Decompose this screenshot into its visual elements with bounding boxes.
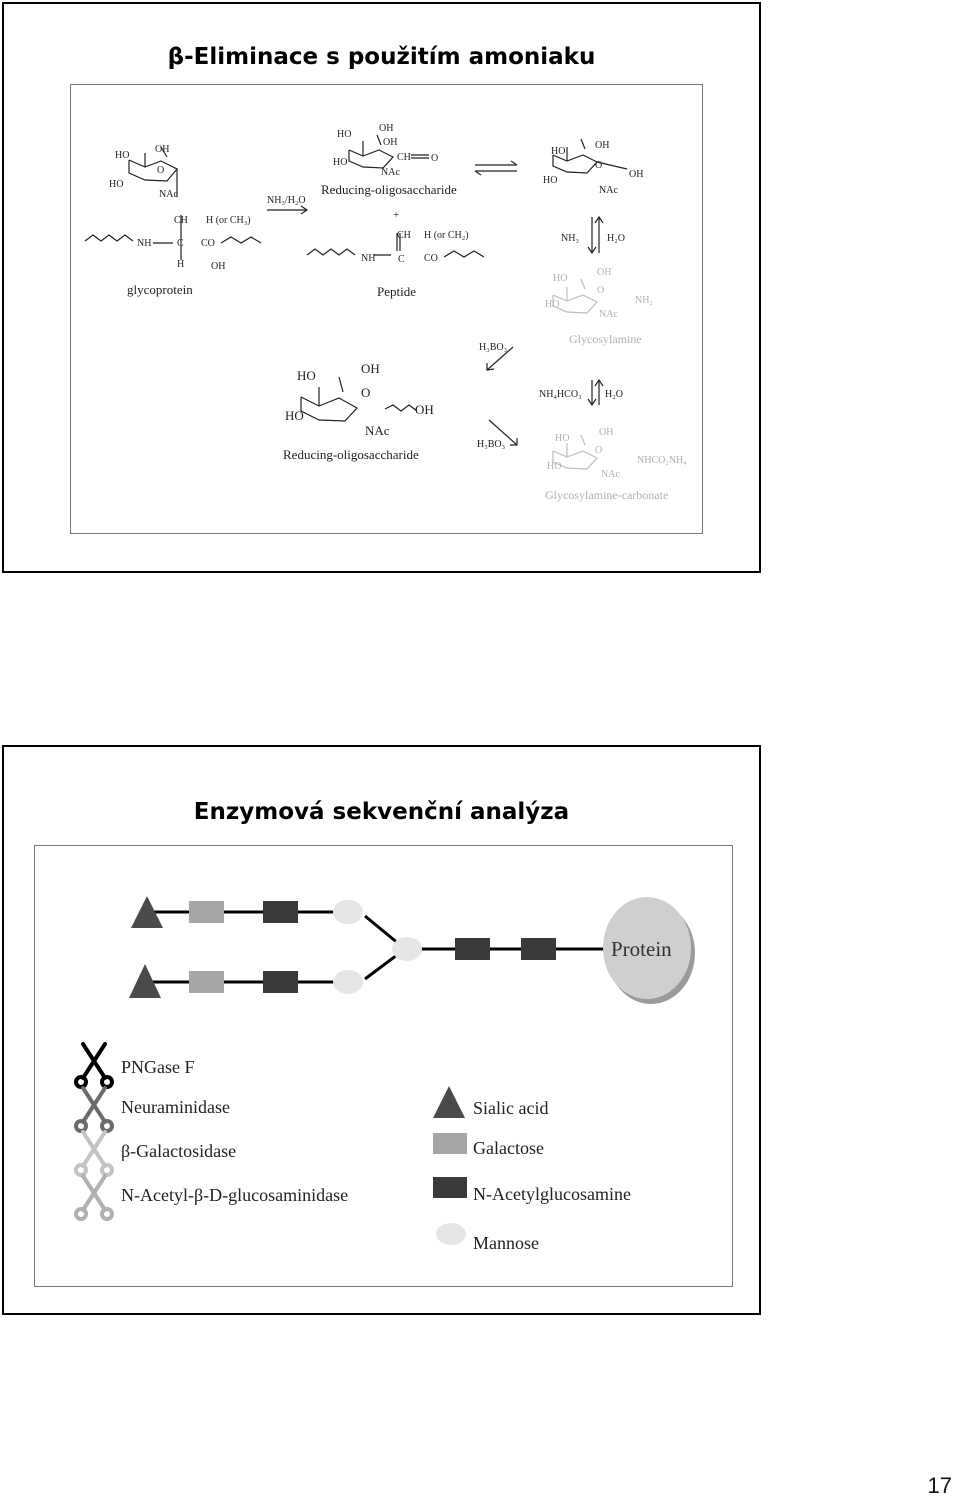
caption-glycosylamine: Glycosylamine xyxy=(569,332,642,346)
label-ho: HO xyxy=(547,461,562,472)
label-oh: OH xyxy=(595,140,610,151)
label-ho: HO xyxy=(543,175,558,186)
glcnac-square xyxy=(455,938,490,960)
label-o: O xyxy=(595,445,603,456)
reagent-h2o: H₂O xyxy=(607,233,625,244)
mannose-circle xyxy=(392,937,422,961)
mannose-circle xyxy=(333,900,363,924)
slide-title: Enzymová sekvenční analýza xyxy=(193,799,570,825)
galactose-legend-icon xyxy=(433,1133,467,1154)
label-oh: OH xyxy=(415,402,434,417)
label-oh: OH xyxy=(599,427,614,438)
glcnac-square xyxy=(263,901,298,923)
scissors-icon xyxy=(76,1088,112,1131)
label-oh: OH xyxy=(379,123,394,134)
label-ho: HO xyxy=(285,408,304,423)
label-nh: NH xyxy=(361,253,376,264)
glcnac-square xyxy=(521,938,556,960)
label-ho: HO xyxy=(109,179,124,190)
label-ho: HO xyxy=(297,368,316,383)
label-h-or-ch3: H (or CH₃) xyxy=(206,215,251,226)
legend-glcnac: N-Acetylglucosamine xyxy=(473,1184,631,1204)
label-h: H xyxy=(177,259,185,270)
reagent-h2o: H₂O xyxy=(605,389,623,400)
label-nac: NAc xyxy=(365,423,390,438)
reagent-nh4hco3: NH₄HCO₃ xyxy=(539,389,582,400)
scissors-icon xyxy=(76,1132,112,1175)
label-nac: NAc xyxy=(159,189,178,200)
reaction-scheme-svg xyxy=(71,85,702,533)
legend-mannose: Mannose xyxy=(473,1233,539,1253)
label-ch: CH xyxy=(174,215,188,226)
mannose-legend-icon xyxy=(436,1223,466,1245)
label-c: C xyxy=(177,238,184,249)
page-number: 17 xyxy=(927,1473,952,1498)
slide-enzymatic-sequencing xyxy=(2,745,761,1315)
caption-glycosylamine-carbonate: Glycosylamine-carbonate xyxy=(545,488,669,502)
label-oh: OH xyxy=(629,169,644,180)
slide-title: β-Eliminace s použitím amoniaku xyxy=(167,44,596,70)
glcnac-legend-icon xyxy=(433,1177,467,1198)
legend-galactose: Galactose xyxy=(473,1138,544,1158)
label-oh: OH xyxy=(383,137,398,148)
glycan-diagram-svg xyxy=(35,846,732,1286)
enzyme-label-pngase: PNGase F xyxy=(121,1057,195,1077)
label-nhco2nh4: NHCO₂NH₄ xyxy=(637,455,687,466)
label-ho: HO xyxy=(333,157,348,168)
label-nac: NAc xyxy=(599,185,618,196)
caption-glycoprotein: glycoprotein xyxy=(127,282,193,297)
reagent-nh3-h2o: NH₃/H₂O xyxy=(267,195,306,206)
glycan-sequencing-diagram xyxy=(34,845,733,1287)
label-o: O xyxy=(157,165,165,176)
plus-sign: + xyxy=(393,209,400,221)
enzyme-label-neuraminidase: Neuraminidase xyxy=(121,1097,230,1117)
label-ho: HO xyxy=(337,129,352,140)
galactose-square xyxy=(189,971,224,993)
reagent-h3bo3: H₃BO₃ xyxy=(479,342,508,353)
slide-beta-elimination xyxy=(2,2,761,573)
scissors-icon xyxy=(76,1176,112,1219)
glcnac-square xyxy=(263,971,298,993)
label-nh: NH xyxy=(137,238,152,249)
label-oh: OH xyxy=(155,144,170,155)
sialic-acid-legend-icon xyxy=(433,1086,465,1118)
label-nac: NAc xyxy=(599,309,618,320)
caption-peptide: Peptide xyxy=(377,284,416,299)
label-oh: OH xyxy=(211,261,226,272)
label-ch: CH xyxy=(397,230,411,241)
label-oh: OH xyxy=(361,361,380,376)
label-co: CO xyxy=(201,238,215,249)
label-nac: NAc xyxy=(381,167,400,178)
label-oh: OH xyxy=(597,267,612,278)
beta-elimination-scheme xyxy=(70,84,703,534)
label-ch: CH xyxy=(397,152,411,163)
label-ho: HO xyxy=(545,299,560,310)
label-o: O xyxy=(597,285,605,296)
mannose-circle xyxy=(333,970,363,994)
label-o: O xyxy=(595,160,603,171)
legend-sialic-acid: Sialic acid xyxy=(473,1098,549,1118)
label-ho: HO xyxy=(555,433,570,444)
reagent-h3bo3: H₃BO₃ xyxy=(477,439,506,450)
caption-reducing-oligosaccharide: Reducing-oligosaccharide xyxy=(321,182,457,197)
label-h-or-ch2: H (or CH₂) xyxy=(424,230,469,241)
label-ho: HO xyxy=(553,273,568,284)
label-ho: HO xyxy=(551,146,566,157)
scissors-icon xyxy=(76,1044,112,1087)
protein-label: Protein xyxy=(611,937,672,961)
label-nh2: NH₂ xyxy=(635,295,653,306)
label-o: O xyxy=(361,385,371,400)
enzyme-label-glucosaminidase: N-Acetyl-β-D-glucosaminidase xyxy=(121,1185,349,1205)
reagent-nh3: NH₃ xyxy=(561,233,579,244)
label-co: CO xyxy=(424,253,438,264)
caption-reducing-oligosaccharide: Reducing-oligosaccharide xyxy=(283,447,419,462)
label-ho: HO xyxy=(115,150,130,161)
label-c: C xyxy=(398,254,405,265)
label-nac: NAc xyxy=(601,469,620,480)
galactose-square xyxy=(189,901,224,923)
label-o: O xyxy=(431,153,439,164)
enzyme-label-galactosidase: β-Galactosidase xyxy=(121,1141,237,1161)
